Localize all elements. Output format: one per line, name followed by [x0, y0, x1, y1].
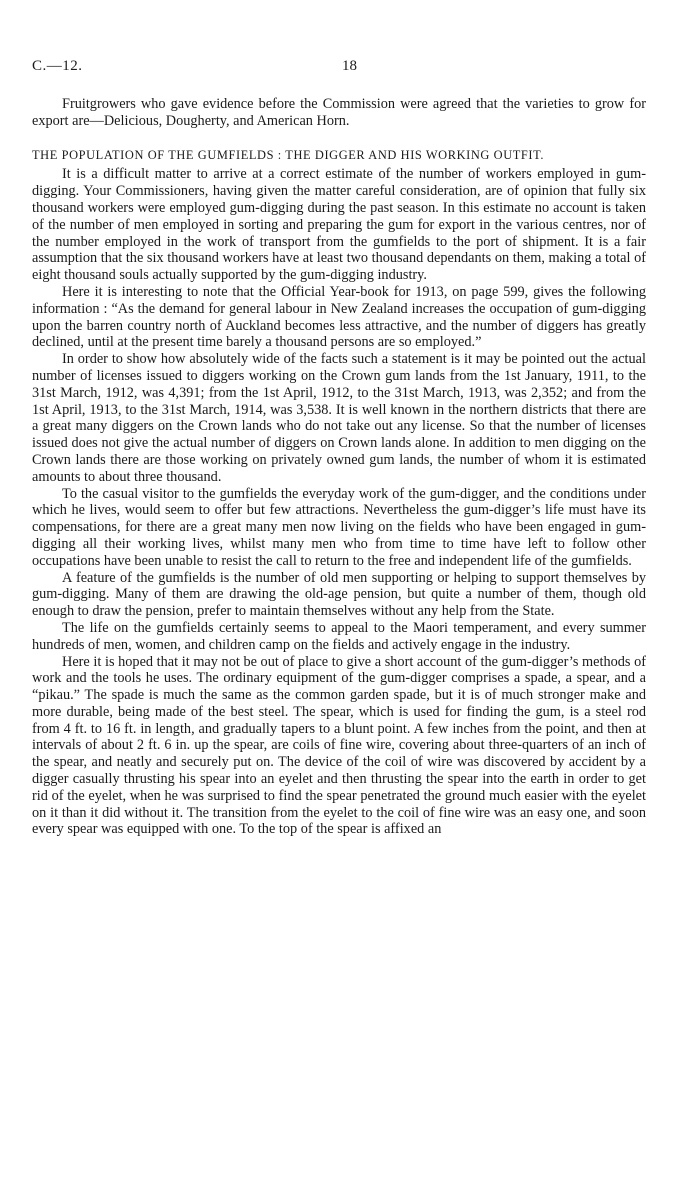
paragraph-year-book: Here it is interesting to note that the Official Year-book for 1913, on page 599, gives the following information : “As the demand for general labour in New Zealand increases the occupation of gum-digging upon the barren country north of Auckland becomes less attractive, and the number of diggers has greatly declined, until at the present time barely a thousand persons are so employed.”: [32, 283, 646, 351]
section-heading: THE POPULATION OF THE GUMFIELDS : THE DIGGER AND HIS WORKING OUTFIT.: [32, 147, 545, 162]
intro-paragraph: Fruitgrowers who gave evidence before the Commission were agreed that the varieties to grow for export are—Delicious, Dougherty, and American Horn.: [32, 96, 646, 129]
page-body: [32, 96, 646, 838]
document-reference: C.—12.: [32, 58, 83, 74]
page-number: 18: [342, 58, 357, 74]
paragraph-old-men: A feature of the gumfields is the number of old men supporting or helping to support themselves by gum-digging. Many of them are drawing the old-age pension, but quite a number of them, though old enough to draw the pension, prefer to maintain themselves without any help from the State.: [32, 569, 646, 620]
paragraph-workers-estimate: It is a difficult matter to arrive at a correct estimate of the number of workers employed in gum-digging. Your Commissioners, having given the matter careful consideration, are of opinion that fully six thousand workers were employed gum-digging during the past season. In this estimate no account is taken of the number of men employed in sorting and preparing the gum for export in the various centres, nor of the number employed in the work of transport from the gumfields to the port of shipment. It is a fair assumption that the six thousand workers have at least two thousand dependants on them, making a total of eight thousand souls actually supported by the gum-digging industry.: [32, 166, 646, 284]
paragraph-casual-visitor: To the casual visitor to the gumfields the everyday work of the gum-digger, and the conditions under which he lives, would seem to offer but few attractions. Nevertheless the gum-digger’s life must have its compensations, for there are a great many men now living on the fields who have been engaged in gum-digging all their working lives, whilst many men who from time to time have left to follow other occupations have been unable to resist the call to return to the free and independent life of the gumfields.: [32, 485, 646, 569]
paragraph-tools: Here it is hoped that it may not be out of place to give a short account of the gum-digger’s methods of work and the tools he uses. The ordinary equipment of the gum-digger comprises a spade, a spear, and a “pikau.” The spade is much the same as the common garden spade, but it is of much stronger make and more durable, being made of the best steel. The spear, which is used for finding the gum, is a steel rod from 4 ft. to 16 ft. in length, and gradually tapers to a blunt point. A few inches from the point, and then at intervals of about 2 ft. 6 in. up the spear, are coils of fine wire, covering about three-quarters of an inch of the spear, and neatly and securely put on. The device of the coil of wire was discovered by accident by a digger casually thrusting his spear into an eyelet and then thrusting the spear into the earth in order to get rid of the eyelet, when he was surprised to find the spear penetrated the ground much easier with the eyelet on it than it did without it. The transition from the eyelet to the coil of fine wire was an easy one, and soon every spear was equipped with one. To the top of the spear is affixed an: [32, 653, 646, 838]
paragraph-licenses: In order to show how absolutely wide of the facts such a statement is it may be pointed out the actual number of licenses issued to diggers working on the Crown gum lands from the 1st January, 1911, to the 31st March, 1912, was 4,391; from the 1st April, 1912, to the 31st March, 1913, was 2,352; and from the 1st April, 1913, to the 31st March, 1914, was 3,538. It is well known in the northern districts that there are a great many diggers on the Crown lands who do not take out any license. So that the number of licenses issued does not give the actual number of diggers on Crown lands alone. In addition to men digging on the Crown lands there are those working on privately owned gum lands, the number of whom it is estimated amounts to about three thousand.: [32, 351, 646, 485]
paragraph-maori: The life on the gumfields certainly seems to appeal to the Maori temperament, and every summer hundreds of men, women, and children camp on the fields and actively engage in the industry.: [32, 619, 646, 653]
page-header: [32, 58, 646, 76]
